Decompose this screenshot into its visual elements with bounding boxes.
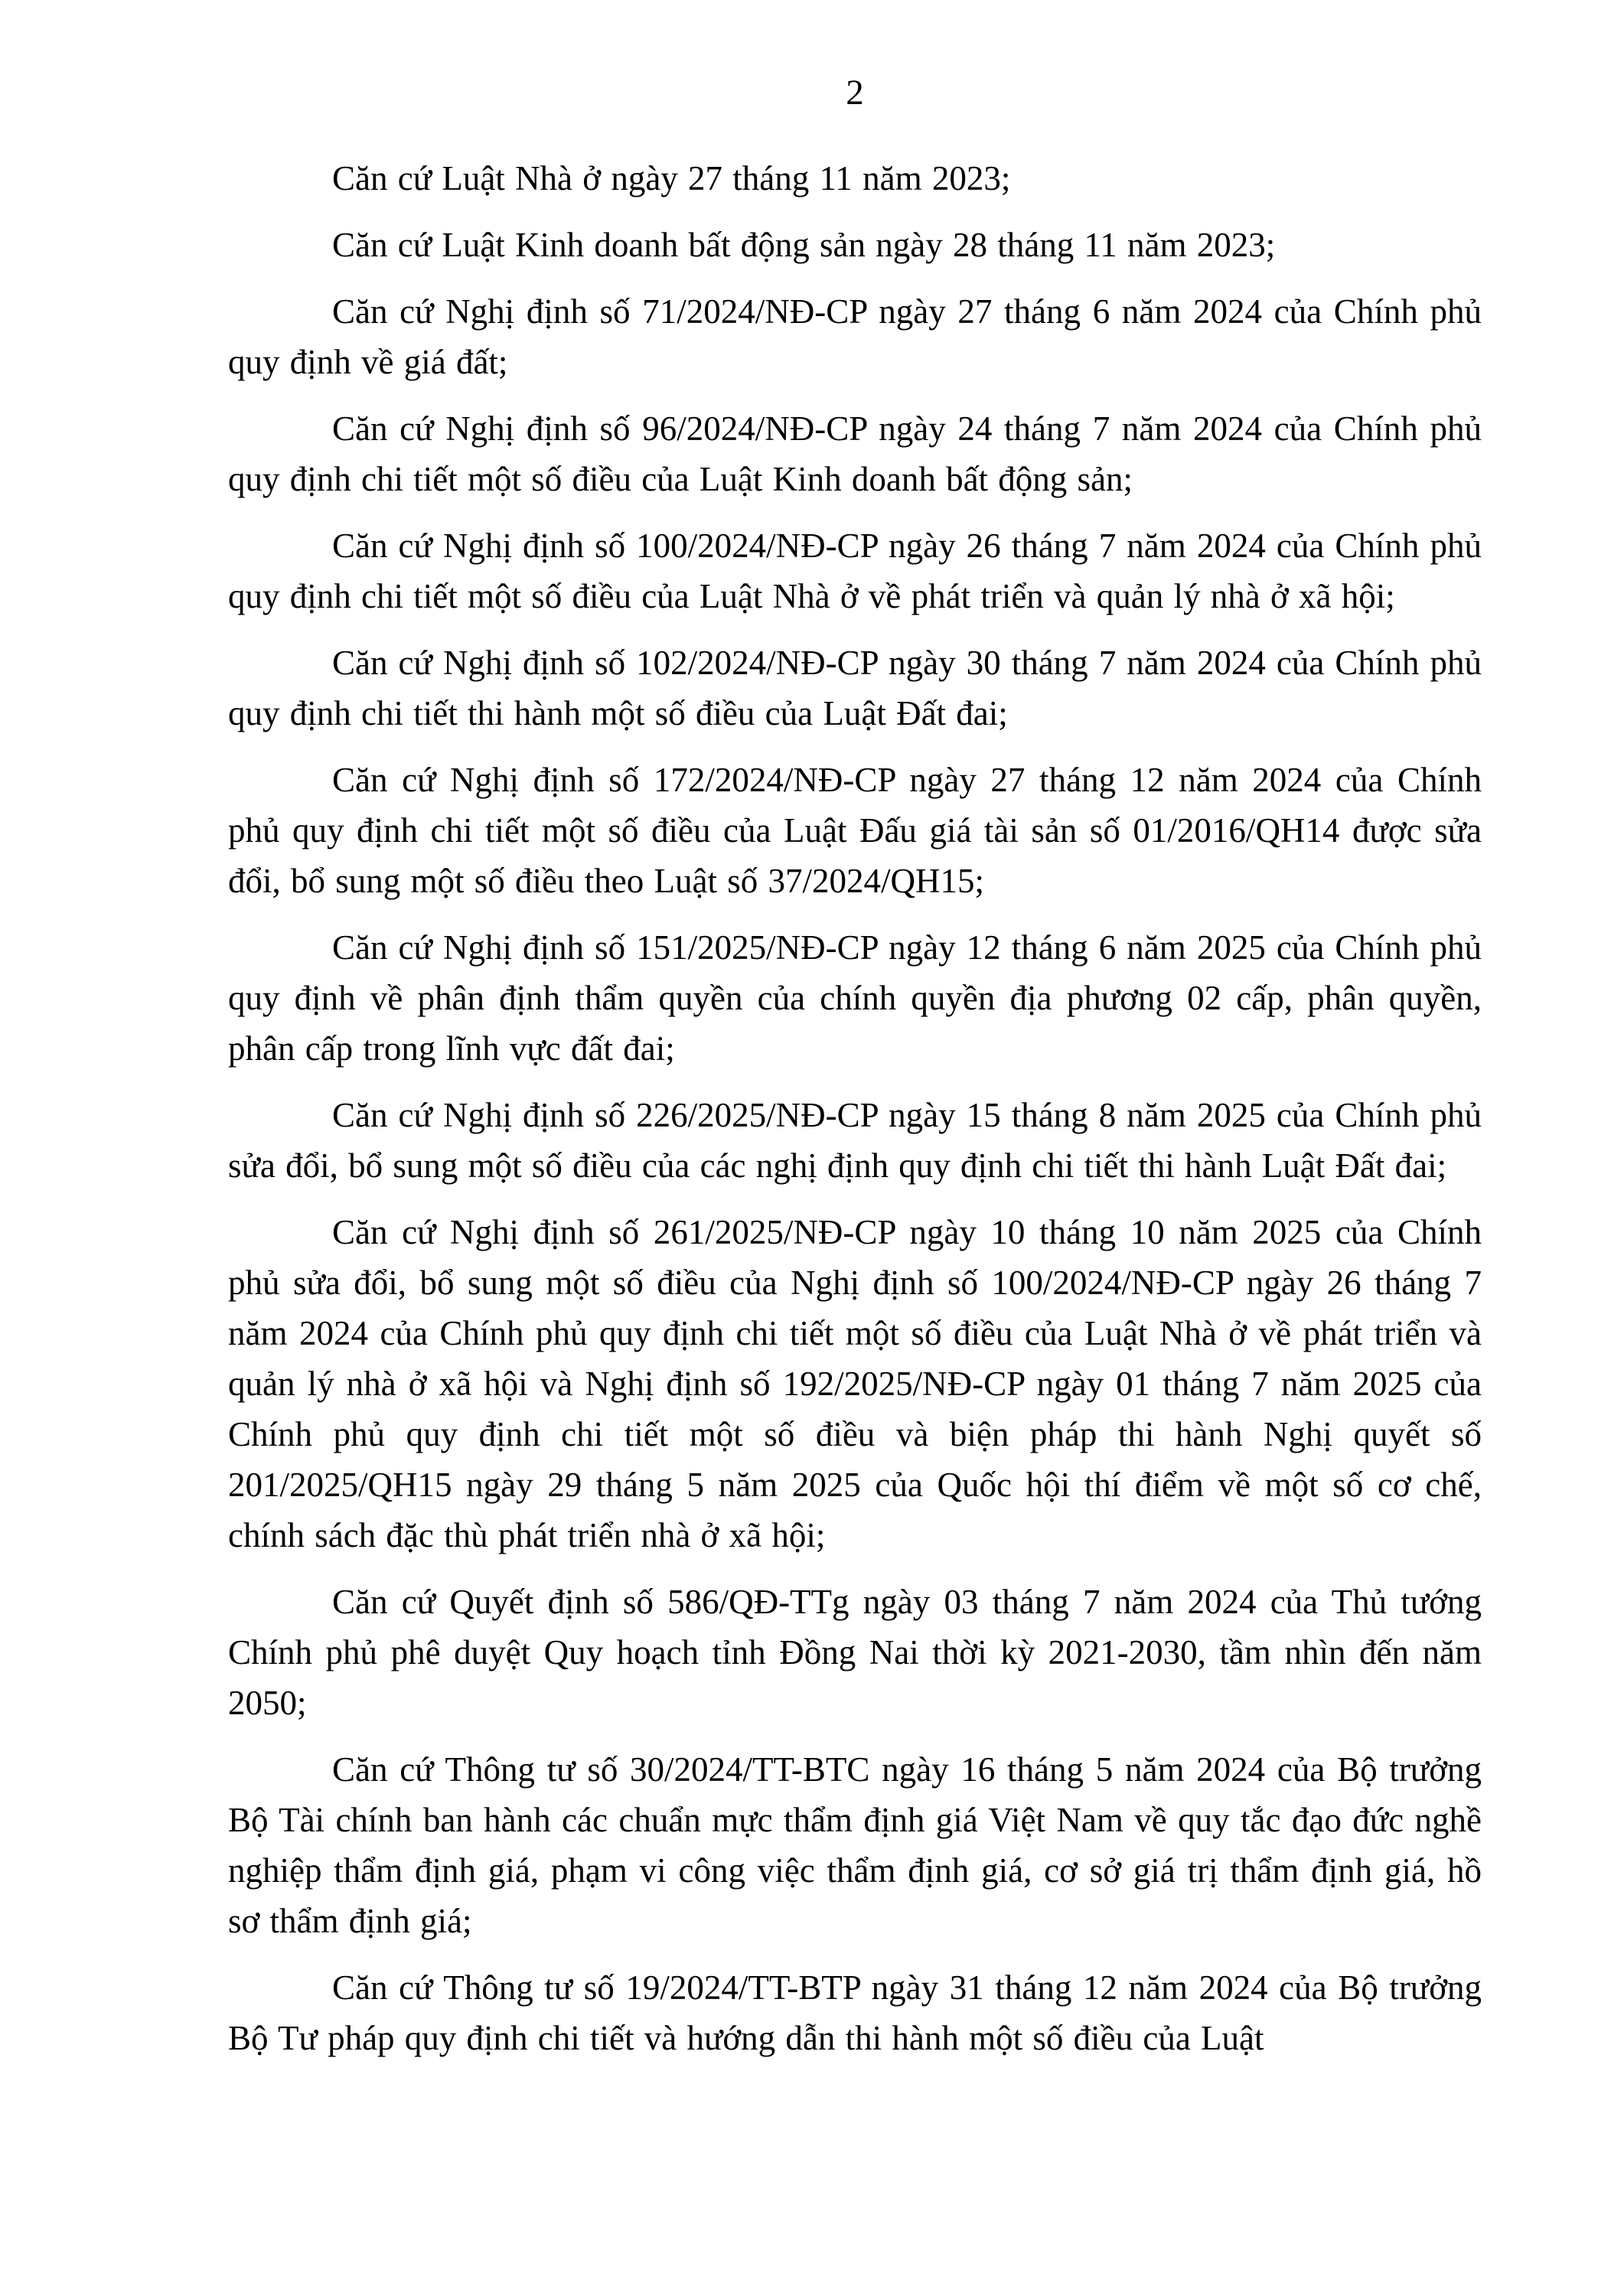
paragraph-9: Căn cứ Nghị định số 226/2025/NĐ-CP ngày 15 tháng 8 năm 2025 của Chính phủ sửa đổi, bổ sung một số điều của các nghị định quy định chi tiết thi hành Luật Đất đai; [228, 1096, 1482, 1185]
paragraph-13: Căn cứ Thông tư số 19/2024/TT-BTP ngày 31 tháng 12 năm 2024 của Bộ trưởng Bộ Tư pháp quy định chi tiết và hướng dẫn thi hành một số điều của Luật [228, 1968, 1482, 2057]
paragraph-12: Căn cứ Thông tư số 30/2024/TT-BTC ngày 16 tháng 5 năm 2024 của Bộ trưởng Bộ Tài chính ban hành các chuẩn mực thẩm định giá Việt Nam về quy tắc đạo đức nghề nghiệp thẩm định giá, phạm vi công việc thẩm định giá, cơ sở giá trị thẩm định giá, hồ sơ thẩm định giá; [228, 1750, 1482, 1940]
paragraph-6: Căn cứ Nghị định số 102/2024/NĐ-CP ngày 30 tháng 7 năm 2024 của Chính phủ quy định chi tiết thi hành một số điều của Luật Đất đai; [228, 644, 1482, 732]
paragraph-5: Căn cứ Nghị định số 100/2024/NĐ-CP ngày 26 tháng 7 năm 2024 của Chính phủ quy định chi tiết một số điều của Luật Nhà ở về phát triển và quản lý nhà ở xã hội; [228, 527, 1482, 615]
paragraph-2: Căn cứ Luật Kinh doanh bất động sản ngày 28 tháng 11 năm 2023; [332, 226, 1276, 264]
document-body [228, 153, 1482, 2079]
paragraph-1: Căn cứ Luật Nhà ở ngày 27 tháng 11 năm 2023; [332, 159, 1011, 197]
page-number: 2 [846, 73, 864, 113]
paragraph-11: Căn cứ Quyết định số 586/QĐ-TTg ngày 03 tháng 7 năm 2024 của Thủ tướng Chính phủ phê duyệt Quy hoạch tỉnh Đồng Nai thời kỳ 2021-2030, tầm nhìn đến năm 2050; [228, 1583, 1482, 1722]
paragraph-7: Căn cứ Nghị định số 172/2024/NĐ-CP ngày 27 tháng 12 năm 2024 của Chính phủ quy định chi tiết một số điều của Luật Đấu giá tài sản số 01/2016/QH14 được sửa đổi, bổ sung một số điều theo Luật số 37/2024/QH15; [228, 761, 1482, 900]
paragraph-3: Căn cứ Nghị định số 71/2024/NĐ-CP ngày 27 tháng 6 năm 2024 của Chính phủ quy định về giá đất; [228, 292, 1482, 381]
paragraph-4: Căn cứ Nghị định số 96/2024/NĐ-CP ngày 24 tháng 7 năm 2024 của Chính phủ quy định chi tiết một số điều của Luật Kinh doanh bất động sản; [228, 409, 1482, 498]
paragraph-8: Căn cứ Nghị định số 151/2025/NĐ-CP ngày 12 tháng 6 năm 2025 của Chính phủ quy định về phân định thẩm quyền của chính quyền địa phương 02 cấp, phân quyền, phân cấp trong lĩnh vực đất đai; [228, 928, 1482, 1068]
paragraph-10: Căn cứ Nghị định số 261/2025/NĐ-CP ngày 10 tháng 10 năm 2025 của Chính phủ sửa đổi, bổ sung một số điều của Nghị định số 100/2024/NĐ-CP ngày 26 tháng 7 năm 2024 của Chính phủ quy định chi tiết một số điều của Luật Nhà ở về phát triển và quản lý nhà ở xã hội và Nghị định số 192/2025/NĐ-CP ngày 01 tháng 7 năm 2025 của Chính phủ quy định chi tiết một số điều và biện pháp thi hành Nghị quyết số 201/2025/QH15 ngày 29 tháng 5 năm 2025 của Quốc hội thí điểm về một số cơ chế, chính sách đặc thù phát triển nhà ở xã hội; [228, 1213, 1482, 1554]
